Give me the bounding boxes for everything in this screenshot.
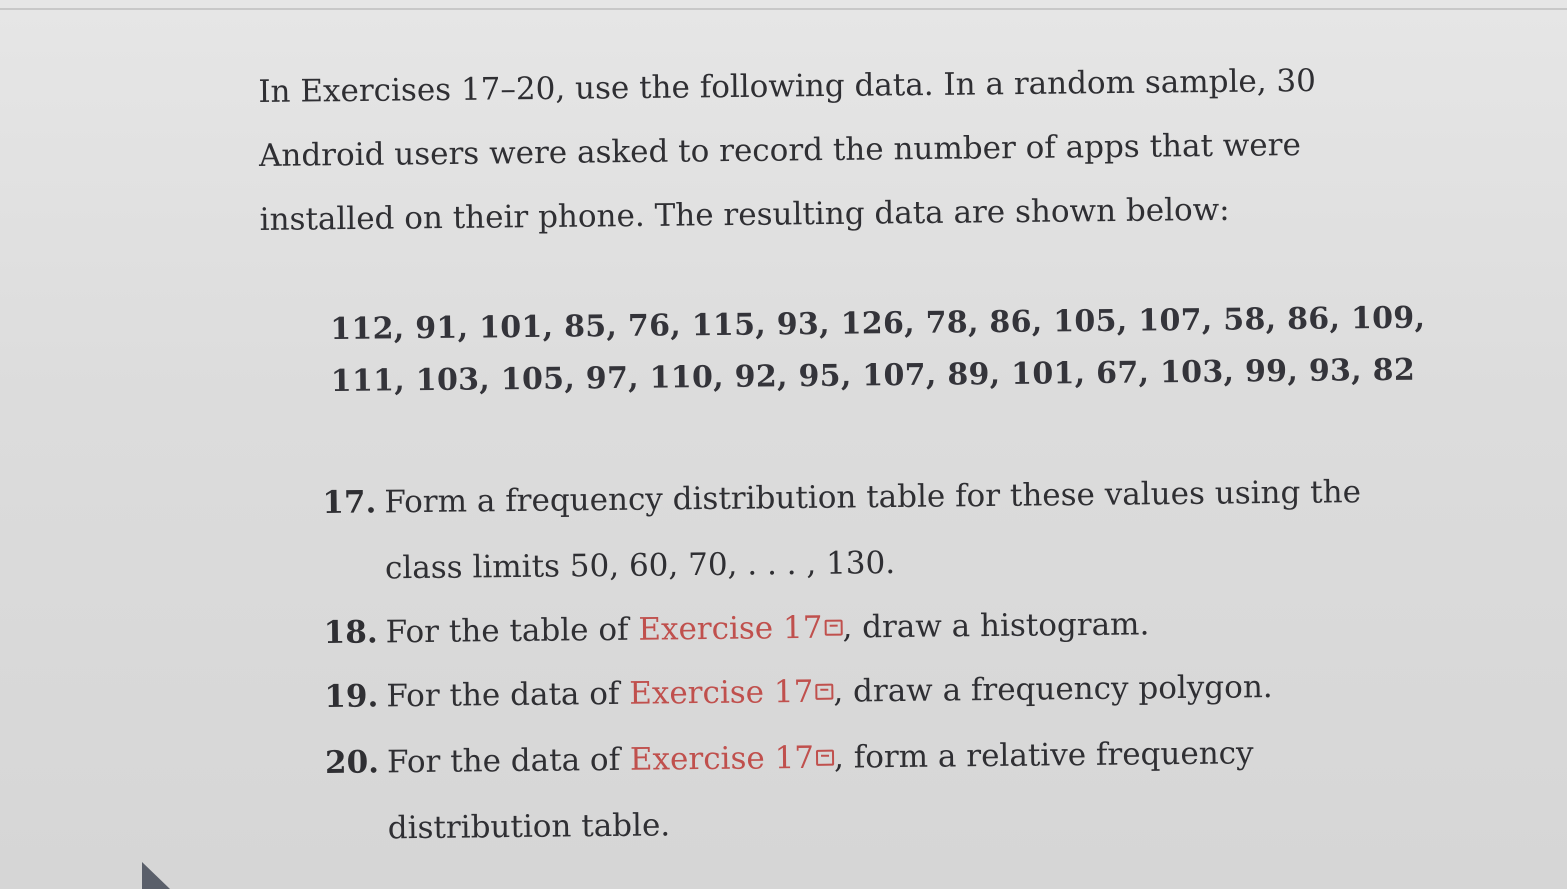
exercise-18-text-before: For the table of (385, 611, 639, 651)
reference-box-icon[interactable] (824, 620, 842, 636)
data-line-1: 112, 91, 101, 85, 76, 115, 93, 126, 78, 86, 105, 107, 58, 86, 109, (330, 300, 1426, 347)
exercise-20-line-2: distribution table. (387, 807, 671, 847)
exercise-number: 18. (323, 614, 378, 651)
exercise-list (322, 458, 1426, 861)
exercise-19 (324, 652, 1425, 730)
exercise-17-line-1: Form a frequency distribution table for these values using the (384, 474, 1362, 521)
exercise-18-text-after: , draw a histogram. (842, 606, 1150, 646)
exercise-link-label: Exercise 17 (629, 739, 815, 778)
intro-line-3: installed on their phone. The resulting data are shown below: (259, 191, 1230, 238)
data-line-2: 111, 103, 105, 97, 110, 92, 95, 107, 89, 101, 67, 103, 99, 93, 82 (330, 352, 1416, 399)
exercise-17 (322, 458, 1423, 602)
exercise-20-text-before: For the data of (386, 741, 631, 781)
exercise-link-label: Exercise 17 (629, 673, 814, 712)
exercise-number: 19. (324, 678, 379, 715)
exercise-20-text-after: , form a relative frequency (833, 735, 1254, 776)
intro-line-2: Android users were asked to record the number of apps that were (258, 127, 1302, 174)
intro-line-1: In Exercises 17–20, use the following data. In a random sample, 30 (258, 62, 1317, 110)
exercise-link-label: Exercise 17 (638, 609, 823, 648)
exercise-17-line-2: class limits 50, 60, 70, . . . , 130. (384, 545, 896, 587)
exercise-17-link[interactable] (638, 610, 842, 648)
exercise-number: 17. (322, 484, 377, 521)
intro-paragraph (258, 48, 1370, 252)
exercise-17-link[interactable] (629, 674, 833, 712)
data-values (330, 293, 1426, 408)
exercise-number: 20. (324, 744, 380, 781)
exercise-20 (325, 718, 1426, 862)
reference-box-icon[interactable] (815, 684, 833, 700)
cursor-arrow-icon (142, 862, 170, 889)
exercise-19-text-after: , draw a frequency polygon. (833, 669, 1273, 710)
exercise-19-text-before: For the data of (386, 675, 630, 715)
exercise-17-link[interactable] (630, 740, 834, 778)
reference-box-icon[interactable] (816, 750, 834, 766)
top-divider (0, 8, 1567, 10)
